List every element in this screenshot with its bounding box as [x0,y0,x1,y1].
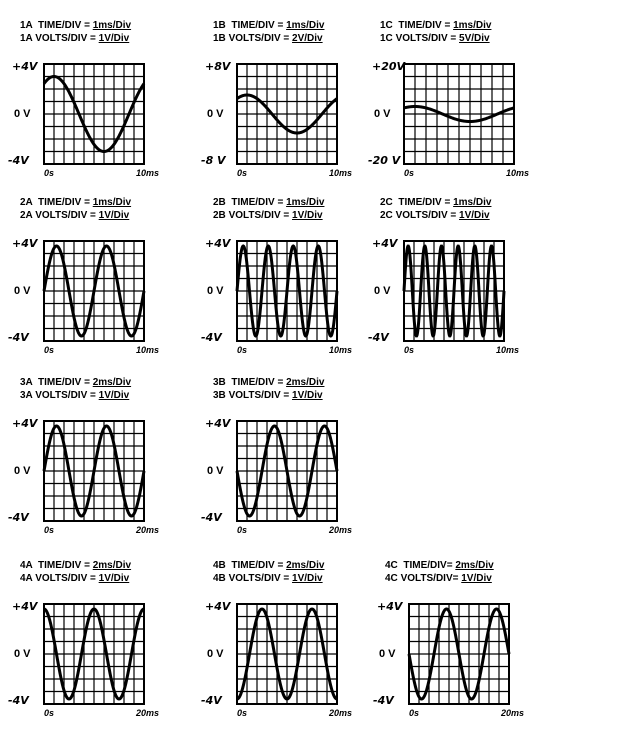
x-start-label: 0s [237,525,248,535]
y-mid-label: 0 V [207,465,224,477]
x-start-label: 0s [44,345,55,355]
volts-div-value: 1V/Div [292,210,323,221]
volts-div-label: VOLTS/DIV = [35,210,96,221]
time-div-line [213,560,324,572]
time-div-label: TIME/DIV = [398,197,451,208]
x-end-label: 20ms [136,708,160,718]
time-div-label: TIME/DIV = [231,20,284,31]
scope-screen [404,241,504,341]
scope-panel-2C [368,197,570,355]
y-bot-label: -4V [201,331,222,344]
time-div-line [213,197,324,209]
y-mid-label: 0 V [379,648,396,660]
volts-div-value: 1V/Div [98,210,130,221]
y-top-label: +4V [372,237,398,250]
volts-div-value: 2V/Div [292,33,323,44]
volts-div-value: 1V/Div [98,33,130,44]
volts-div-label: VOLTS/DIV = [228,210,290,221]
panel-id: 3B [213,390,226,401]
volts-div-value: 1V/Div [461,573,492,584]
y-top-label: +4V [12,60,38,73]
volts-div-line [213,573,323,585]
y-mid-label: 0 V [14,648,31,660]
time-div-line [20,560,131,572]
panel-id: 4B [213,560,226,571]
scope-screen [404,64,514,164]
volts-div-label: VOLTS/DIV= [400,573,459,584]
time-div-line [380,20,491,32]
y-mid-label: 0 V [14,465,31,477]
panel-id: 3B [213,377,226,388]
y-bot-label: -4V [201,511,222,524]
time-div-value: 1ms/Div [286,197,325,208]
panel-id: 4C [385,560,398,571]
y-top-label: +4V [12,417,38,430]
panel-id: 4C [385,573,398,584]
time-div-line [385,560,494,572]
scope-panel-3A [8,377,210,535]
volts-div-value: 1V/Div [459,210,490,221]
time-div-value: 1ms/Div [453,197,492,208]
y-bot-label: -4V [8,511,29,524]
y-bot-label: -4V [8,694,29,707]
time-div-label: TIME/DIV = [37,560,90,571]
y-bot-label: -4V [368,331,389,344]
time-div-label: TIME/DIV= [403,560,453,571]
panel-id: 4A [20,573,33,584]
volts-div-line [213,33,323,45]
panel-id: 1A [20,20,33,31]
scope-screen [409,604,509,704]
panel-id: 3A [20,377,33,388]
panel-id: 1B [213,20,226,31]
y-bot-label: -8 V [201,154,226,167]
scope-panel-2A [8,197,210,355]
y-top-label: +4V [12,237,38,250]
volts-div-line [213,390,323,402]
panel-id: 4A [20,560,33,571]
time-div-label: TIME/DIV = [231,560,284,571]
time-div-line [20,20,131,32]
time-div-value: 2ms/Div [286,377,325,388]
y-bot-label: -4V [201,694,222,707]
volts-div-line [20,573,129,585]
scope-screen [44,604,144,704]
scope-panel-4A [8,560,210,718]
time-div-label: TIME/DIV = [231,197,284,208]
time-div-value: 1ms/Div [453,20,492,31]
x-end-label: 10ms [136,345,160,355]
panel-id: 2A [20,210,33,221]
volts-div-label: VOLTS/DIV = [228,573,290,584]
scope-screen [237,241,337,341]
y-top-label: +4V [205,600,231,613]
volts-div-label: VOLTS/DIV = [35,33,96,44]
x-end-label: 20ms [329,525,353,535]
x-end-label: 10ms [506,168,530,178]
time-div-value: 2ms/Div [92,377,132,388]
y-mid-label: 0 V [207,648,224,660]
scope-screen [44,241,144,341]
panel-id: 2C [380,210,393,221]
y-bot-label: -4V [373,694,394,707]
scope-screen [237,421,337,521]
y-top-label: +4V [12,600,38,613]
panel-id: 2B [213,210,226,221]
scope-screen [44,64,144,164]
scope-panel-2B [201,197,403,355]
panel-id: 2C [380,197,393,208]
volts-div-label: VOLTS/DIV = [228,390,290,401]
time-div-value: 1ms/Div [286,20,325,31]
volts-div-value: 1V/Div [98,390,130,401]
x-start-label: 0s [237,708,248,718]
panel-id: 1A [20,33,33,44]
x-start-label: 0s [404,345,415,355]
panel-id: 1C [380,20,393,31]
panel-id: 3A [20,390,33,401]
y-top-label: +8V [205,60,231,73]
time-div-label: TIME/DIV = [231,377,284,388]
y-mid-label: 0 V [207,285,224,297]
x-start-label: 0s [237,345,248,355]
time-div-line [380,197,491,209]
time-div-label: TIME/DIV = [398,20,451,31]
y-mid-label: 0 V [14,108,31,120]
time-div-line [213,20,324,32]
scope-screen [237,64,337,164]
time-div-value: 2ms/Div [455,560,494,571]
volts-div-label: VOLTS/DIV = [395,33,457,44]
x-end-label: 10ms [329,168,353,178]
volts-div-line [213,210,323,222]
y-bot-label: -4V [8,331,29,344]
volts-div-line [20,210,129,222]
x-start-label: 0s [409,708,420,718]
scope-panel-3B [201,377,403,535]
x-end-label: 20ms [501,708,525,718]
time-div-value: 2ms/Div [92,560,132,571]
time-div-line [213,377,324,389]
x-end-label: 10ms [496,345,520,355]
volts-div-label: VOLTS/DIV = [35,390,96,401]
scope-screen [44,421,144,521]
y-mid-label: 0 V [374,108,391,120]
panel-id: 1B [213,33,226,44]
scope-panel-1B [201,20,406,178]
time-div-value: 2ms/Div [286,560,325,571]
panel-id: 2A [20,197,33,208]
scope-panel-4B [201,560,403,718]
volts-div-line [20,33,129,45]
x-end-label: 20ms [329,708,353,718]
y-mid-label: 0 V [14,285,31,297]
scope-panel-4C [373,560,575,718]
scope-screen [237,604,337,704]
volts-div-line [380,210,490,222]
time-div-value: 1ms/Div [92,197,132,208]
x-end-label: 10ms [136,168,160,178]
y-top-label: +4V [205,417,231,430]
volts-div-value: 1V/Div [98,573,130,584]
y-bot-label: -20 V [368,154,401,167]
volts-div-value: 5V/Div [459,33,490,44]
time-div-label: TIME/DIV = [37,377,90,388]
volts-div-label: VOLTS/DIV = [228,33,290,44]
volts-div-line [385,573,492,585]
y-mid-label: 0 V [207,108,224,120]
panel-id: 2B [213,197,226,208]
scope-panel-1C [368,20,570,178]
x-start-label: 0s [44,708,55,718]
y-mid-label: 0 V [374,285,391,297]
y-top-label: +4V [205,237,231,250]
panel-id: 1C [380,33,393,44]
volts-div-label: VOLTS/DIV = [395,210,457,221]
x-start-label: 0s [404,168,415,178]
time-div-value: 1ms/Div [92,20,132,31]
y-top-label: +4V [377,600,403,613]
volts-div-line [380,33,490,45]
x-end-label: 10ms [329,345,353,355]
volts-div-label: VOLTS/DIV = [35,573,96,584]
y-top-label: +20V [372,60,406,73]
x-start-label: 0s [44,168,55,178]
volts-div-value: 1V/Div [292,573,323,584]
time-div-label: TIME/DIV = [37,20,90,31]
time-div-label: TIME/DIV = [37,197,90,208]
x-start-label: 0s [237,168,248,178]
panel-id: 4B [213,573,226,584]
time-div-line [20,377,131,389]
x-end-label: 20ms [136,525,160,535]
y-bot-label: -4V [8,154,29,167]
scope-panel-1A [8,20,210,178]
volts-div-value: 1V/Div [292,390,323,401]
x-start-label: 0s [44,525,55,535]
time-div-line [20,197,131,209]
volts-div-line [20,390,129,402]
